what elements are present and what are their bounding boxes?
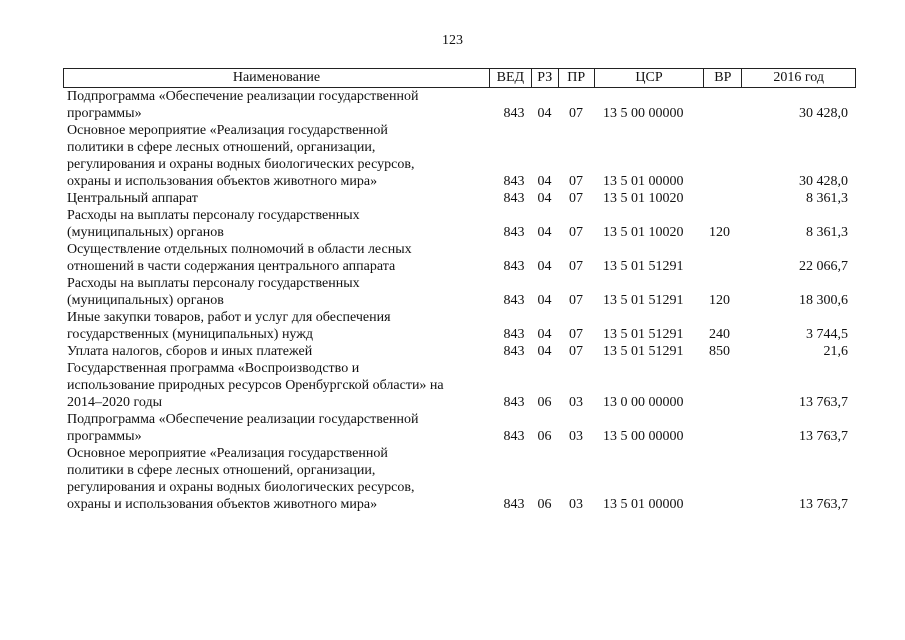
table-row	[63, 207, 856, 241]
row-ved: 843	[503, 327, 525, 342]
row-name	[63, 275, 489, 309]
row-name-line: Расходы на выплаты персоналу государственных	[67, 276, 360, 291]
row-ved: 843	[503, 174, 525, 189]
header-csr: ЦСР	[594, 69, 704, 87]
row-name-line: (муниципальных) органов	[67, 293, 224, 308]
row-pr: 07	[569, 225, 583, 240]
row-rz: 04	[537, 174, 552, 189]
row-pr: 07	[569, 327, 583, 342]
row-name	[63, 445, 489, 513]
row-amount: 8 361,3	[806, 191, 848, 206]
table-row	[63, 309, 856, 343]
row-name-line: Иные закупки товаров, работ и услуг для обеспечения	[67, 310, 391, 325]
row-rz: 04	[537, 344, 552, 359]
row-rz: 06	[537, 395, 552, 410]
row-vr: 850	[709, 344, 730, 359]
row-amount: 13 763,7	[799, 497, 848, 512]
row-pr: 07	[569, 259, 583, 274]
row-amount: 30 428,0	[799, 106, 848, 121]
table-body	[63, 88, 856, 513]
row-name-line: государственных (муниципальных) нужд	[67, 327, 314, 342]
row-name-line: 2014–2020 годы	[67, 395, 163, 410]
row-name-line: охраны и использования объектов животного мира»	[67, 497, 378, 512]
row-name-line: программы»	[67, 106, 142, 121]
row-csr: 13 5 01 10020	[603, 225, 684, 240]
table-header	[63, 68, 856, 88]
row-csr: 13 5 00 00000	[603, 106, 684, 121]
table-row	[63, 241, 856, 275]
row-csr: 13 5 01 10020	[603, 191, 684, 206]
row-csr: 13 5 00 00000	[603, 429, 684, 444]
row-amount: 13 763,7	[799, 395, 848, 410]
row-name-line: использование природных ресурсов Оренбургской области» на	[67, 378, 444, 393]
row-vr: 120	[709, 225, 730, 240]
row-amount: 13 763,7	[799, 429, 848, 444]
row-amount: 3 744,5	[806, 327, 848, 342]
row-rz: 04	[537, 259, 552, 274]
page-number: 123	[442, 33, 463, 48]
row-pr: 03	[569, 429, 583, 444]
header-name: Наименование	[232, 70, 321, 85]
table-row	[63, 360, 856, 411]
row-rz: 06	[537, 497, 552, 512]
row-amount: 30 428,0	[799, 174, 848, 189]
row-ved: 843	[503, 497, 525, 512]
row-ved: 843	[503, 293, 525, 308]
row-name-line: политики в сфере лесных отношений, организации,	[67, 140, 376, 155]
row-csr: 13 5 01 51291	[603, 293, 684, 308]
header-ved: ВЕД	[489, 69, 531, 87]
row-pr: 03	[569, 497, 583, 512]
row-pr: 03	[569, 395, 583, 410]
row-name-line: Подпрограмма «Обеспечение реализации государственной	[67, 412, 419, 427]
row-vr: 240	[709, 327, 730, 342]
row-name-line: Основное мероприятие «Реализация государственной	[67, 446, 388, 461]
row-ved: 843	[503, 395, 525, 410]
row-csr: 13 5 01 00000	[603, 497, 684, 512]
header-vr: ВР	[703, 69, 741, 87]
row-rz: 04	[537, 225, 552, 240]
row-name-line: охраны и использования объектов животного мира»	[67, 174, 378, 189]
row-name-line: Подпрограмма «Обеспечение реализации государственной	[67, 89, 419, 104]
row-name-line: Центральный аппарат	[67, 191, 198, 206]
row-csr: 13 5 01 51291	[603, 344, 684, 359]
table-row	[63, 343, 856, 360]
row-ved: 843	[503, 106, 525, 121]
row-rz: 04	[537, 106, 552, 121]
row-rz: 04	[537, 191, 552, 206]
table-row	[63, 122, 856, 190]
row-name	[63, 411, 489, 445]
row-ved: 843	[503, 191, 525, 206]
row-csr: 13 0 00 00000	[603, 395, 684, 410]
row-name	[63, 207, 489, 241]
budget-table	[63, 68, 856, 513]
header-pr: ПР	[558, 69, 594, 87]
row-name-line: политики в сфере лесных отношений, организации,	[67, 463, 376, 478]
row-name-line: регулирования и охраны водных биологических ресурсов,	[67, 480, 415, 495]
row-pr: 07	[569, 106, 583, 121]
header-rz: РЗ	[531, 69, 558, 87]
row-ved: 843	[503, 225, 525, 240]
row-pr: 07	[569, 174, 583, 189]
header-year: 2016 год	[741, 69, 855, 87]
row-rz: 04	[537, 293, 552, 308]
table-row	[63, 411, 856, 445]
row-name	[63, 360, 489, 411]
row-amount: 8 361,3	[806, 225, 848, 240]
row-amount: 18 300,6	[799, 293, 848, 308]
row-amount: 21,6	[823, 344, 848, 359]
row-name-line: Расходы на выплаты персоналу государственных	[67, 208, 360, 223]
table-row	[63, 445, 856, 513]
row-ved: 843	[503, 344, 525, 359]
row-ved: 843	[503, 259, 525, 274]
row-csr: 13 5 01 51291	[603, 327, 684, 342]
row-csr: 13 5 01 00000	[603, 174, 684, 189]
row-ved: 843	[503, 429, 525, 444]
row-name	[63, 309, 489, 343]
row-name	[63, 190, 489, 207]
row-name-line: программы»	[67, 429, 142, 444]
row-pr: 07	[569, 191, 583, 206]
row-name	[63, 241, 489, 275]
row-vr: 120	[709, 293, 730, 308]
table-row	[63, 88, 856, 122]
row-name-line: Осуществление отдельных полномочий в области лесных	[67, 242, 412, 257]
table-row	[63, 190, 856, 207]
row-csr: 13 5 01 51291	[603, 259, 684, 274]
row-pr: 07	[569, 293, 583, 308]
row-name	[63, 88, 489, 122]
row-amount: 22 066,7	[799, 259, 848, 274]
row-name-line: Основное мероприятие «Реализация государственной	[67, 123, 388, 138]
row-rz: 04	[537, 327, 552, 342]
row-name	[63, 122, 489, 190]
row-name	[63, 343, 489, 360]
row-name-line: (муниципальных) органов	[67, 225, 224, 240]
row-name-line: Уплата налогов, сборов и иных платежей	[67, 344, 313, 359]
row-name-line: Государственная программа «Воспроизводство и	[67, 361, 360, 376]
row-name-line: регулирования и охраны водных биологических ресурсов,	[67, 157, 415, 172]
table-row	[63, 275, 856, 309]
row-pr: 07	[569, 344, 583, 359]
row-name-line: отношений в части содержания центрального аппарата	[67, 259, 396, 274]
row-rz: 06	[537, 429, 552, 444]
